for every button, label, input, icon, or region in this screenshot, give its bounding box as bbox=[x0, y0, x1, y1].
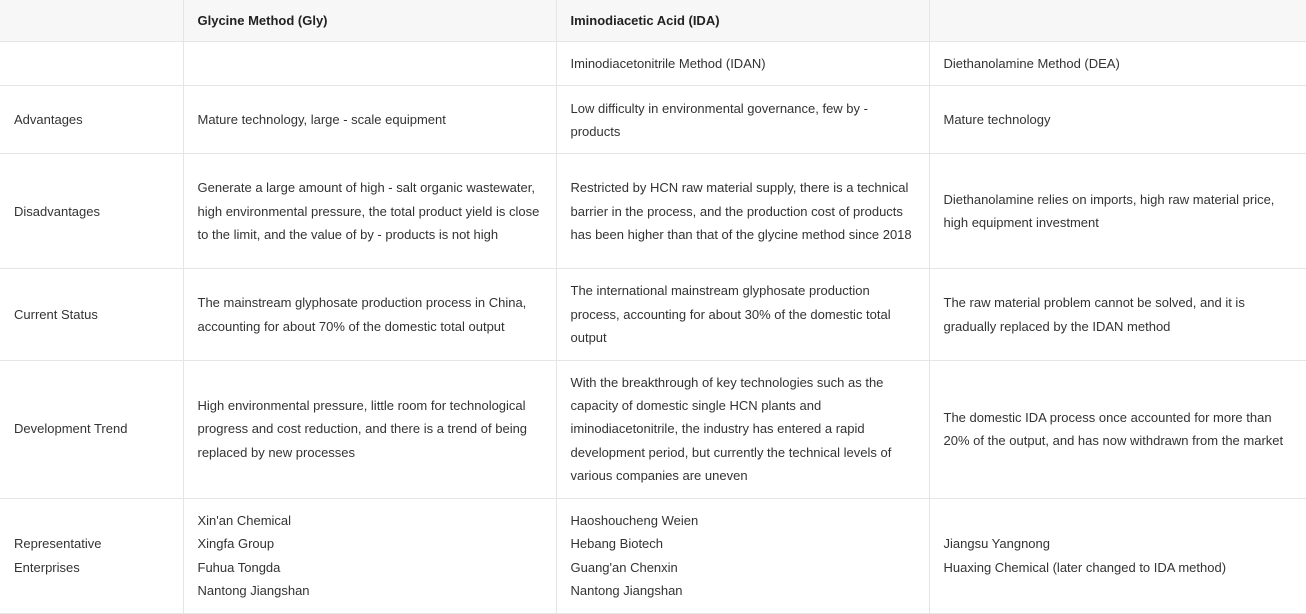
subheader-row bbox=[0, 42, 1306, 86]
header-row bbox=[0, 0, 1306, 42]
table-row bbox=[0, 86, 1306, 154]
cell-advantages-gly: Mature technology, large - scale equipment bbox=[183, 86, 556, 154]
enterprise-item: Fuhua Tongda bbox=[197, 559, 281, 575]
subheader-cell-dea: Diethanolamine Method (DEA) bbox=[929, 42, 1306, 86]
header-cell-blank bbox=[929, 0, 1306, 42]
header-cell-empty bbox=[0, 0, 183, 42]
cell-advantages-dea: Mature technology bbox=[929, 86, 1306, 154]
enterprise-item: Nantong Jiangshan bbox=[197, 583, 310, 599]
enterprise-item: Xingfa Group bbox=[197, 536, 275, 552]
cell-enterprises-dea bbox=[929, 498, 1306, 613]
row-label-development-trend: Development Trend bbox=[0, 360, 183, 498]
cell-enterprises-idan bbox=[556, 498, 929, 613]
cell-development-trend-dea: The domestic IDA process once accounted for more than 20% of the output, and has now withdrawn from the market bbox=[929, 360, 1306, 498]
table-row bbox=[0, 269, 1306, 360]
cell-development-trend-idan: With the breakthrough of key technologies such as the capacity of domestic single HCN plants and iminodiacetonitrile, the industry has entered a rapid development period, but currently the technical levels of various companies are uneven bbox=[556, 360, 929, 498]
subheader-cell-gly bbox=[183, 42, 556, 86]
table-row bbox=[0, 360, 1306, 498]
subheader-cell-idan: Iminodiacetonitrile Method (IDAN) bbox=[556, 42, 929, 86]
enterprise-item: Guang'an Chenxin bbox=[570, 559, 678, 575]
row-label-representative-enterprises: Representative Enterprises bbox=[0, 498, 183, 613]
cell-current-status-idan: The international mainstream glyphosate production process, accounting for about 30% of the domestic total output bbox=[556, 269, 929, 360]
row-label-disadvantages: Disadvantages bbox=[0, 154, 183, 269]
header-cell-glycine: Glycine Method (Gly) bbox=[183, 0, 556, 42]
cell-disadvantages-gly: Generate a large amount of high - salt organic wastewater, high environmental pressure, the total product yield is close to the limit, and the value of by - products is not high bbox=[183, 154, 556, 269]
table-row bbox=[0, 154, 1306, 269]
enterprise-item: Nantong Jiangshan bbox=[570, 583, 683, 599]
subheader-cell-empty bbox=[0, 42, 183, 86]
cell-disadvantages-dea: Diethanolamine relies on imports, high raw material price, high equipment investment bbox=[929, 154, 1306, 269]
enterprise-item: Huaxing Chemical (later changed to IDA method) bbox=[943, 559, 1227, 575]
enterprise-item: Haoshoucheng Weien bbox=[570, 512, 699, 528]
cell-disadvantages-idan: Restricted by HCN raw material supply, there is a technical barrier in the process, and the production cost of products has been higher than that of the glycine method since 2018 bbox=[556, 154, 929, 269]
enterprise-item: Xin'an Chemical bbox=[197, 512, 292, 528]
enterprise-item: Hebang Biotech bbox=[570, 536, 664, 552]
header-cell-ida: Iminodiacetic Acid (IDA) bbox=[556, 0, 929, 42]
cell-advantages-idan: Low difficulty in environmental governance, few by - products bbox=[556, 86, 929, 154]
row-label-current-status: Current Status bbox=[0, 269, 183, 360]
table-row bbox=[0, 498, 1306, 613]
cell-enterprises-gly bbox=[183, 498, 556, 613]
cell-development-trend-gly: High environmental pressure, little room for technological progress and cost reduction, and there is a trend of being replaced by new processes bbox=[183, 360, 556, 498]
enterprise-item: Jiangsu Yangnong bbox=[943, 536, 1051, 552]
row-label-advantages: Advantages bbox=[0, 86, 183, 154]
cell-current-status-dea: The raw material problem cannot be solved, and it is gradually replaced by the IDAN method bbox=[929, 269, 1306, 360]
cell-current-status-gly: The mainstream glyphosate production process in China, accounting for about 70% of the domestic total output bbox=[183, 269, 556, 360]
